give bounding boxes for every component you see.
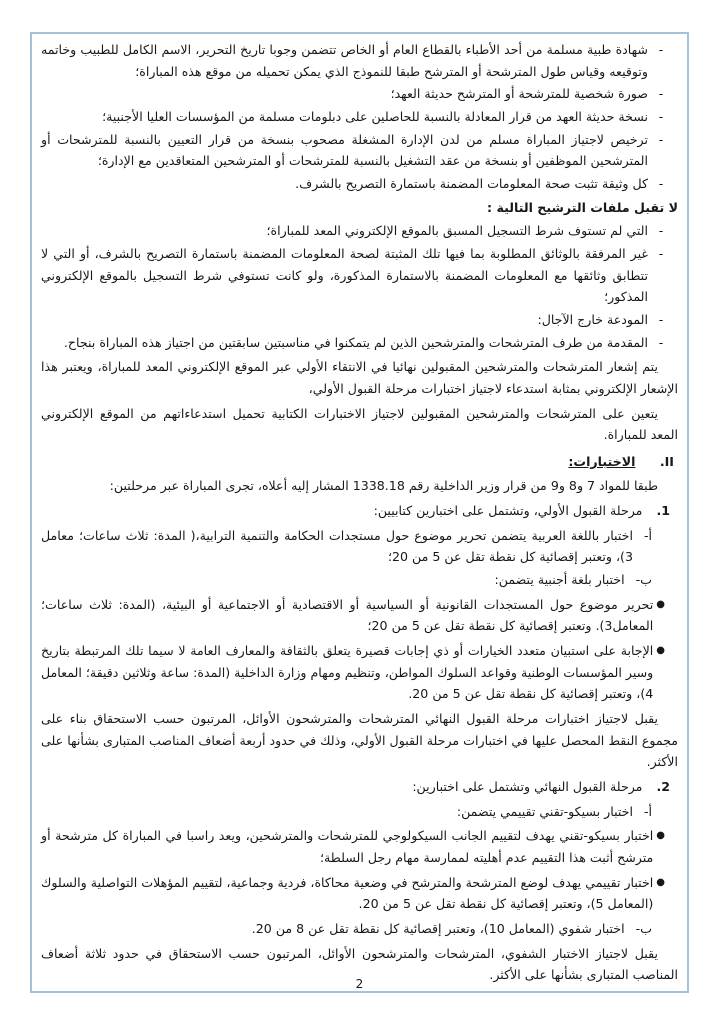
list-item-text: صورة شخصية للمترشحة أو المترشح حديثة العهد؛: [390, 86, 648, 102]
stage-number: 2.: [656, 779, 670, 794]
stage-title: مرحلة القبول النهائي وتشتمل على اختبارين:: [412, 779, 643, 794]
notice-paragraph: يتم إشعار المترشحات والمترشحين المقبولين نهائيا في الانتقاء الأولي عبر الموقع الإلكتروني المعد للمباراة، ويعتبر هذا الإشعار الإلكتروني بمثابة استدعاء لاجتياز اختبارات مرحلة القبول الأولي،: [41, 359, 678, 396]
dash-bullet: -: [658, 86, 664, 102]
lettered-item: [41, 525, 678, 568]
stage-item: [41, 776, 678, 798]
list-item: [41, 173, 678, 195]
round-bullet-text: اختبار بسيكو-تقني يهدف لتقييم الجانب السيكولوجي للمترشحات والمترشحين، ويعد راسبا في المباراة كل مترشحة أو مترشح أثبت هذا التقييم عدم أهليته لممارسة مهام رجل السلطة؛: [41, 828, 654, 865]
list-item-text: غير المرفقة بالوثائق المطلوبة بما فيها تلك المثبتة لصحة المعلومات المضمنة باستمارة التصريح بالشرف، أو التي لا تتطابق وثائقها مع المعلومات المضمنة بالاستمارة المذكورة، ولو كانت تستوفي شرط التسجيل بالموقع الإلكتروني المذكور؛: [41, 245, 648, 305]
lettered-item-text: اختبار بسيكو-تقني تقييمي يتضمن:: [456, 803, 633, 819]
section-intro: طبقا للمواد 7 و8 و9 من قرار وزير الداخلية رقم 1338.18 المشار إليه أعلاه، تجرى المباراة عبر مرحلتين:: [109, 478, 658, 494]
round-bullet-text: اختبار تقييمي يهدف لوضع المترشحة والمترشح في وضعية محاكاة، فردية وجماعية، لتقييم المؤهلات التواصلية والسلوك (المعامل 5)، وتعتبر إقصائية كل نقطة تقل عن 5 من 20.: [41, 874, 654, 912]
list-item: [41, 332, 678, 354]
dash-bullet: -: [658, 175, 664, 191]
letter-marker: أ-: [643, 527, 652, 543]
list-item-text: كل وثيقة تثبت صحة المعلومات المضمنة باستمارة التصريح بالشرف.: [295, 175, 648, 191]
dash-bullet: -: [658, 42, 664, 57]
page-number: 2: [355, 976, 364, 991]
round-bullet-item: [41, 825, 678, 868]
round-bullet-item: [41, 640, 678, 705]
lettered-item-text: اختبار شفوي (المعامل 10)، وتعتبر إقصائية كل نقطة تقل عن 8 من 20.: [251, 920, 625, 936]
list-item: [41, 309, 678, 331]
lettered-item-text: اختبار بلغة أجنبية يتضمن:: [494, 572, 625, 588]
stage-title: مرحلة القبول الأولي، وتشتمل على اختبارين كتابيين:: [373, 503, 643, 519]
page-border-frame: [30, 32, 689, 993]
stage-number: 1.: [656, 503, 670, 519]
letter-marker: ب-: [635, 572, 652, 588]
round-bullet: ●: [656, 876, 665, 888]
list-item-text: المودعة خارج الآجال:: [537, 311, 648, 327]
list-item: [41, 129, 678, 172]
list-item: [41, 106, 678, 128]
notice-paragraph: يتعين على المترشحات والمترشحين المقبولين لاجتياز الاختبارات الكتابية تحميل استدعاءاتهم من الموقع الإلكتروني المعد للمباراة.: [41, 405, 678, 443]
round-bullet: ●: [656, 598, 665, 610]
round-bullet-item: [41, 872, 678, 915]
list-item-text: ترخيص لاجتياز المباراة مسلم من لدن الإدارة المشغلة مصحوب بنسخة من قرار التعيين بالنسبة للمترشحات أو المترشحين الموظفين أو بنسخة من عقد التشغيل بالنسبة للمترشحات أو المترشحين المتعاقدين مع الإدارة؛: [41, 131, 648, 169]
list-item-text: شهادة طبية مسلمة من أحد الأطباء بالقطاع العام أو الخاص تتضمن وجوبا تاريخ التحرير، الاسم الكامل للطبيب وخاتمه وتوقيعه وقياس طول المترشحة أو المترشح طبقا للنموذج الذي يمكن تحميله من موقع هذه المباراة؛: [41, 42, 648, 79]
list-item: [41, 243, 678, 308]
dash-bullet: -: [658, 223, 664, 239]
dash-bullet: -: [658, 311, 664, 327]
round-bullet-item: [41, 594, 678, 637]
list-item: [41, 220, 678, 242]
round-bullet: ●: [656, 830, 665, 842]
lettered-item: [41, 569, 678, 591]
dash-bullet: -: [658, 334, 664, 350]
final-note: يقبل لاجتياز الاختبار الشفوي، المترشحات والمترشحون الأوائل، المرتبون حسب الاستحقاق في حدود ثلاثة أضعاف المناصب المتبارى بشأنها على الأكثر.: [41, 945, 678, 983]
round-bullet-text: تحرير موضوع حول المستجدات القانونية أو السياسية أو الاقتصادية أو الاجتماعية أو البيئية، (المدة: ثلاث ساعات؛ المعامل3). وتعتبر إقصائية كل نقطة تقل عن 5 من 20؛: [41, 596, 654, 634]
dash-bullet: -: [658, 131, 664, 147]
list-item: [41, 39, 678, 82]
section-heading: [41, 451, 674, 473]
round-bullet-text: الإجابة على استبيان متعدد الخيارات أو ذي إجابات قصيرة يتعلق بالثقافة والمعارف العامة لا سيما تلك المرتبطة بتاريخ وسير المؤسسات الوطنية وقواعد السلوك المواطن، وتنظيم ومهام وزارة الداخلية (المدة: ساعة وثلاثين دقيقة؛ المعامل 4)، وتعتبر إقصائية كل نقطة تقل عن 5 من 20.: [41, 643, 654, 702]
letter-marker: أ-: [643, 803, 652, 819]
list-item-text: التي لم تستوف شرط التسجيل المسبق بالموقع الإلكتروني المعد للمباراة؛: [266, 223, 648, 239]
section-title: الاختبارات:: [568, 453, 636, 469]
lettered-item: [41, 918, 678, 940]
lettered-item-text: اختبار باللغة العربية يتضمن تحرير موضوع حول مستجدات الحكامة والتنمية الترابية،( المدة: ثلاث ساعات؛ معامل 3)، وتعتبر إقصائية كل نقطة تقل عن 5 من 20؛: [41, 527, 633, 565]
list-item: [41, 83, 678, 105]
section-numeral: II.: [659, 453, 674, 469]
dash-bullet: -: [658, 108, 664, 124]
dash-bullet: -: [658, 245, 664, 261]
document-content: [41, 39, 678, 986]
stage1-result-note: يقبل لاجتياز اختبارات مرحلة القبول النهائي المترشحات والمترشحون الأوائل، المرتبون حسب الاستحقاق بناء على مجموع النقط المحصل عليها في اختبارات مرحلة القبول الأولي، وذلك في حدود أربعة أضعاف المناصب المتبارى بشأنها على الأكثر.: [41, 711, 678, 770]
lettered-item: [41, 801, 678, 823]
list-item-text: نسخة حديثة العهد من قرار المعادلة بالنسبة للحاصلين على دبلومات مسلمة من المؤسسات العليا الأجنبية؛: [102, 108, 648, 124]
letter-marker: ب-: [635, 920, 652, 936]
rejection-intro: لا تقبل ملفات الترشيح التالية :: [487, 199, 678, 215]
list-item-text: المقدمة من طرف المترشحات والمترشحين الذين لم يتمكنوا في مناسبتين سابقتين من اجتياز هذه المباراة بنجاح.: [63, 334, 648, 350]
round-bullet: ●: [656, 645, 665, 657]
stage-item: [41, 500, 678, 522]
